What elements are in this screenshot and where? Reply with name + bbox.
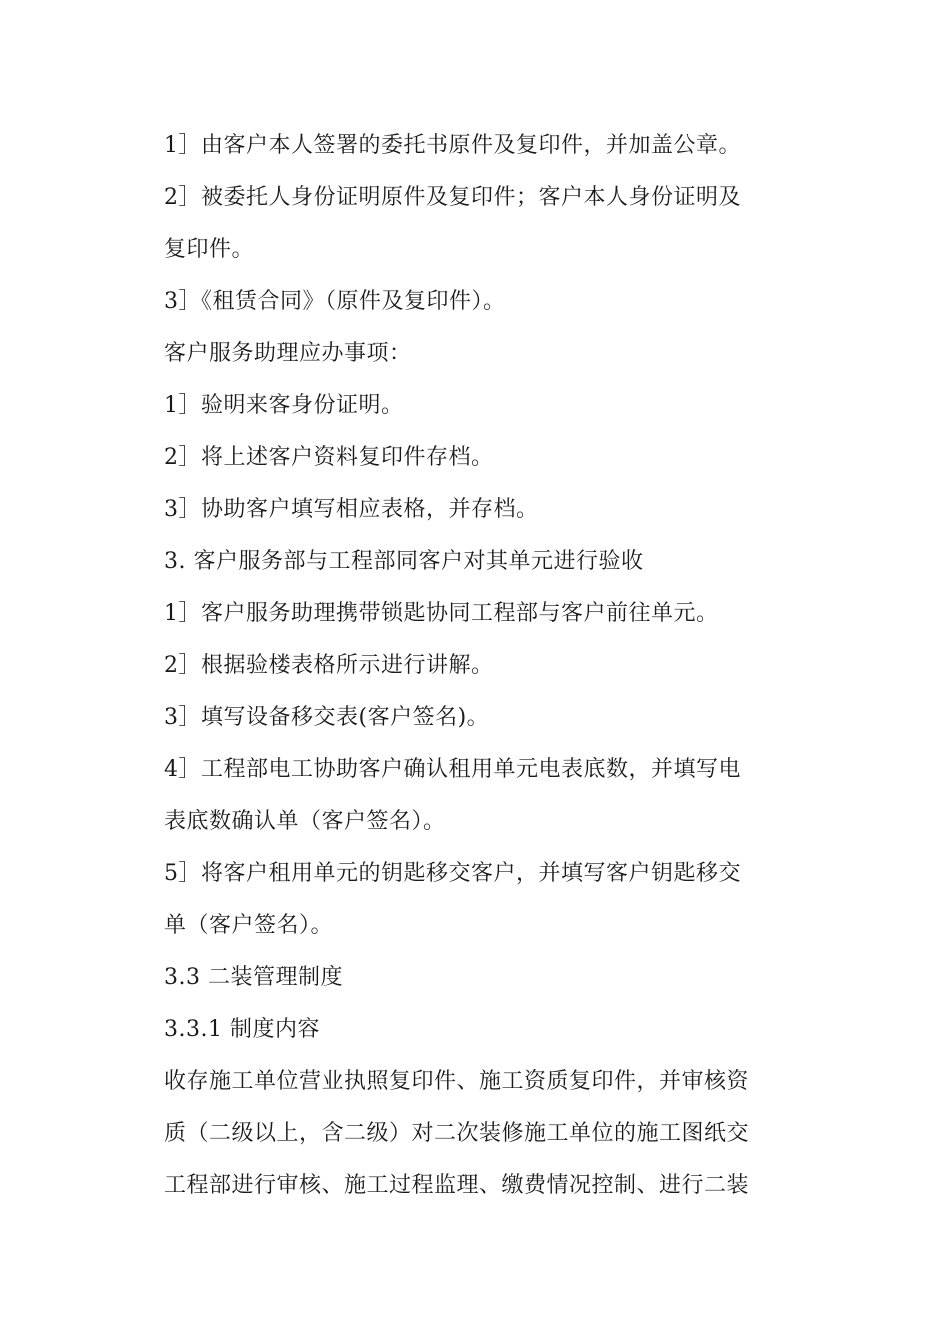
section-label: 客户服务助理应办事项： [164, 341, 412, 366]
section-heading: 3.3 二装管理制度 [164, 965, 343, 990]
text-line: 3］协助客户填写相应表格，并存档。 [164, 497, 539, 522]
text-line: 3］填写设备移交表(客户签名)。 [164, 705, 490, 730]
text-line: 2］被委托人身份证明原件及复印件；客户本人身份证明及 [164, 185, 741, 210]
text-line: 5］将客户租用单元的钥匙移交客户，并填写客户钥匙移交 [164, 861, 741, 886]
text-line: 2］将上述客户资料复印件存档。 [164, 445, 494, 470]
text-line: 1］由客户本人签署的委托书原件及复印件，并加盖公章。 [164, 133, 741, 158]
text-line: 4］工程部电工协助客户确认租用单元电表底数，并填写电 [164, 757, 741, 782]
text-line: 2］根据验楼表格所示进行讲解。 [164, 653, 494, 678]
text-line: 收存施工单位营业执照复印件、施工资质复印件，并审核资 [164, 1069, 750, 1094]
text-line: 复印件。 [164, 237, 255, 262]
text-line: 质（二级以上，含二级）对二次装修施工单位的施工图纸交 [164, 1121, 750, 1146]
text-line: 单（客户签名）。 [164, 913, 334, 938]
section-heading: 3. 客户服务部与工程部同客户对其单元进行验收 [164, 549, 644, 574]
text-line: 1］验明来客身份证明。 [164, 393, 404, 418]
document-body [164, 120, 804, 1212]
text-line: 1］客户服务助理携带锁匙协同工程部与客户前往单元。 [164, 601, 719, 626]
text-line: 3］《租赁合同》（原件及复印件）。 [164, 289, 506, 314]
text-line: 表底数确认单（客户签名）。 [164, 809, 446, 834]
subsection-heading: 3.3.1 制度内容 [164, 1017, 320, 1042]
text-line: 工程部进行审核、施工过程监理、缴费情况控制、进行二装 [164, 1173, 750, 1198]
